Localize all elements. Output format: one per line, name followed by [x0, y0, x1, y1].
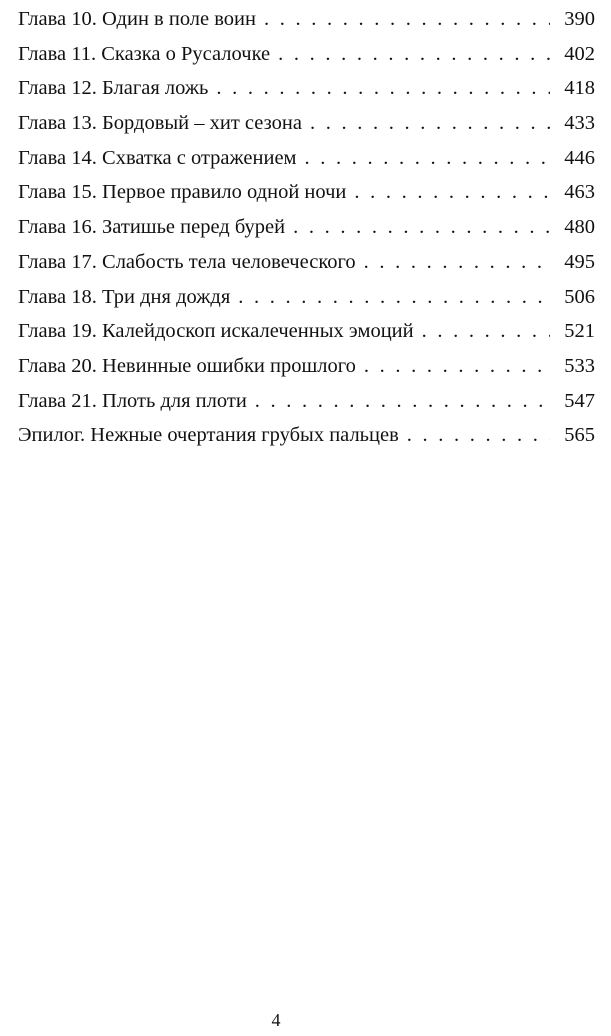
toc-entry-page: 402 [564, 42, 595, 65]
page-number: 4 [271, 1010, 281, 1030]
toc-entry-page: 533 [564, 354, 595, 377]
toc-entry-title: Глава 16. Затишье перед бурей [18, 216, 286, 239]
toc-entry-page: 521 [564, 320, 595, 343]
toc-entry-title: Глава 10. Один в поле воин [18, 8, 256, 30]
toc-leader-dots [310, 108, 550, 138]
toc-entry-title: Эпилог. Нежные очертания грубых пальцев [18, 424, 399, 447]
toc-entry-page: 418 [564, 77, 595, 100]
toc-entry-page: 495 [564, 250, 595, 273]
toc-leader-dots [354, 177, 550, 207]
toc-leader-dots [278, 39, 550, 69]
toc-leader-dots [364, 247, 551, 277]
toc-leader-dots [238, 282, 550, 312]
toc-entry-page: 446 [564, 146, 595, 169]
toc-entry [18, 108, 595, 143]
toc-entry-title: Глава 17. Слабость тела человеческого [18, 250, 356, 273]
toc-entry-title: Глава 18. Три дня дождя [18, 285, 231, 308]
toc-leader-dots [305, 143, 551, 173]
toc-entry-page: 547 [564, 389, 595, 412]
toc-leader-dots [407, 420, 550, 450]
toc-entry [18, 316, 595, 351]
toc-entry-title: Глава 11. Сказка о Русалочке [18, 42, 271, 65]
toc-entry-title: Глава 20. Невинные ошибки прошлого [18, 354, 356, 377]
toc-leader-dots [264, 4, 550, 34]
toc-entry [18, 420, 595, 455]
toc-entry-title: Глава 21. Плоть для плоти [18, 389, 247, 412]
toc-entry-page: 480 [564, 216, 595, 239]
toc-entry [18, 4, 595, 39]
toc-entry [18, 212, 595, 247]
toc-entry-page: 463 [564, 181, 595, 204]
toc-entry [18, 73, 595, 108]
toc-entry [18, 282, 595, 317]
toc-leader-dots [293, 212, 550, 242]
toc-entry [18, 39, 595, 74]
toc-entry-title: Глава 14. Схватка с отражением [18, 146, 297, 169]
toc-entry-page: 506 [564, 285, 595, 308]
toc-entry [18, 143, 595, 178]
toc-leader-dots [364, 351, 550, 381]
toc-leader-dots [255, 386, 550, 416]
toc-leader-dots [422, 316, 551, 346]
toc-entry-title: Глава 13. Бордовый – хит сезона [18, 112, 302, 135]
toc-entry-page: 433 [564, 112, 595, 135]
toc-entry [18, 386, 595, 421]
toc-entry [18, 247, 595, 282]
toc-entry-title: Глава 15. Первое правило одной ночи [18, 181, 347, 204]
toc-leader-dots [216, 73, 550, 103]
toc-entry [18, 351, 595, 386]
toc-entry-page: 565 [564, 424, 595, 447]
toc-entry-title: Глава 12. Благая ложь [18, 77, 209, 100]
toc-entry-page: 390 [564, 8, 595, 30]
toc-entry [18, 177, 595, 212]
table-of-contents [18, 4, 595, 455]
toc-entry-title: Глава 19. Калейдоскоп искалеченных эмоций [18, 320, 414, 343]
